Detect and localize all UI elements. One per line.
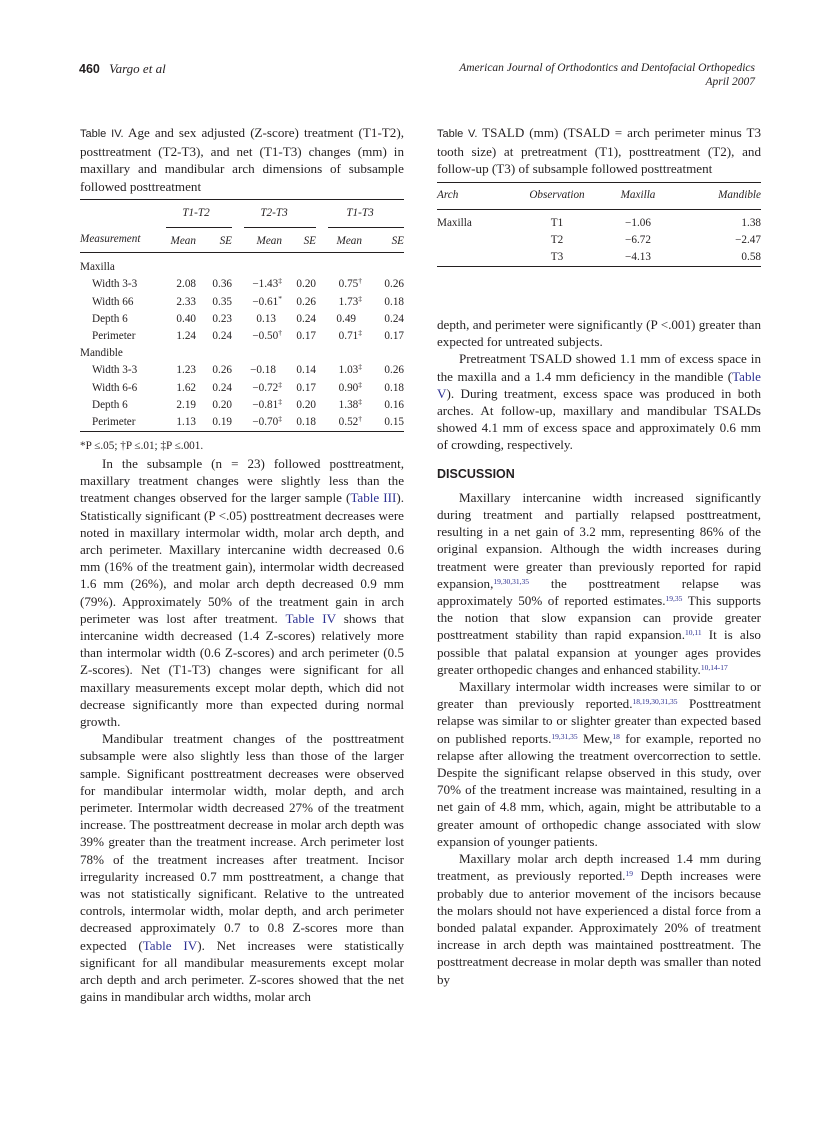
paragraph: Maxillary intermolar width increases were similar to or greater than previously reported.$^{18,19,30,31,35}$ Posttreatment relapse was similar to or slighter greater than expected based on published reports.$^{19,31,35}$ Mew,$^{18}$ for example, reported no relapse after allowing the treatment overcorrection to settle. Despite the significant relapse observed in this study, over 70% of the treatment increase was maintained, resulting in a net gain of 4.8 mm, which, again, might be attributable to a greater amount of orthopedic change associated with slow expansion of younger patients. bbox=[437, 679, 761, 849]
citation-link[interactable]: 18,19,30,31,35 bbox=[632, 697, 678, 707]
citation-link[interactable]: 10,11 bbox=[685, 628, 702, 638]
paragraph: Maxillary intercanine width increased significantly during treatment and partially relapsed posttreatment, resulting in a net gain of 3.2 mm, representing 86% of the original expansion. Although the width increases during treatment were greater than previously reported for rapid expansion,$^{19,30,31,35}$ the posttreatment relapse was approximately 50% of reported estimates.$^{19,35}$ This supports the notion that slow expansion can provide greater posttreatment stability than rapid expansion.$^{10,11}$ It is also possible that palatal expansion at younger ages provides greater orthopedic changes and enhanced stability.$^{10,14-17}$ bbox=[437, 489, 762, 677]
table-row: T3 −4.13 0.58 bbox=[550, 251, 761, 264]
col-header-arch: Arch bbox=[437, 188, 459, 201]
running-header-right bbox=[459, 61, 755, 89]
table4-group-header: T1-T3 bbox=[316, 205, 404, 231]
col-header-observation: Observation bbox=[529, 188, 585, 201]
table-row: Width 3-3 2.08 0.36 −1.43‡ 0.20 0.75† 0.26 bbox=[92, 276, 404, 291]
left-body-text bbox=[80, 455, 404, 1006]
citation-link[interactable]: 19 bbox=[625, 869, 633, 879]
table5-label: Table V. bbox=[437, 128, 478, 140]
page-number: 460 bbox=[79, 62, 100, 76]
paragraph: Pretreatment TSALD showed 1.1 mm of excess space in the maxilla and a 1.4 mm deficiency in the mandible (Table V). During treatment, excess space was produced in both arches. At follow-up, maxillary and mandibular TSALDs showed 4.1 mm of excess space and approximately 0.6 mm of crowding, respectively. bbox=[437, 351, 761, 453]
table-row: Width 6-6 1.62 0.24 −0.72‡ 0.17 0.90‡ 0.18 bbox=[92, 379, 404, 394]
table4-footnote: *P ≤.05; †P ≤.01; ‡P ≤.001. bbox=[80, 440, 204, 453]
section-heading-discussion: DISCUSSION bbox=[437, 466, 515, 481]
paragraph: Maxillary molar arch depth increased 1.4 mm during treatment, as previously reported.$^{19}$ Depth increases were probably due to anterior movement of the incisors because the molars should not have experienced a distal force from a bonded palatal expander. Approximately 20% of treatment increase in arch depth was maintained posttreatment. The posttreatment decrease in molar depth was smaller than noted by bbox=[437, 851, 761, 987]
col-header-maxilla: Maxilla bbox=[620, 188, 656, 201]
left-column bbox=[80, 124, 404, 455]
citation-link[interactable]: 19,31,35 bbox=[551, 731, 578, 741]
table5 bbox=[437, 182, 761, 269]
col-header-se: SE bbox=[391, 235, 404, 248]
issue-date: April 2007 bbox=[705, 76, 755, 88]
table4-caption bbox=[80, 124, 404, 195]
table-link[interactable]: Table IV bbox=[142, 937, 198, 953]
right-body-text bbox=[437, 316, 761, 988]
col-header-se: SE bbox=[303, 235, 316, 248]
col-header-mandible: Mandible bbox=[718, 188, 761, 201]
right-column bbox=[437, 124, 761, 268]
journal-title: American Journal of Orthodontics and Dentofacial Orthopedics bbox=[459, 62, 755, 74]
col-header-mean: Mean bbox=[336, 235, 362, 248]
table-link[interactable]: Table V bbox=[437, 368, 761, 401]
col-header-mean: Mean bbox=[170, 235, 196, 248]
col-header-se: SE bbox=[219, 235, 232, 248]
citation-link[interactable]: 18 bbox=[612, 731, 620, 741]
citation-link[interactable]: 19,30,31,35 bbox=[493, 576, 529, 586]
table-link[interactable]: Table IV bbox=[285, 610, 336, 626]
running-header-left bbox=[79, 61, 166, 77]
table4-group-header: T2-T3 bbox=[232, 205, 316, 231]
table4-label: Table IV. bbox=[80, 128, 124, 140]
table-link[interactable]: Table III bbox=[350, 490, 397, 506]
paragraph: Mandibular treatment changes of the posttreatment subsample were also slightly less than those of the larger sample. Significant posttreatment decreases were observed for mandibular intermolar width, molar depth, and arch perimeter. Intermolar width decreased 27% of the treatment increase. The posttreatment decrease in molar arch depth was 39% greater than the treatment increase. Arch perimeter lost 78% of the treatment increases after treatment. Incisor irregularity increased 0.7 mm posttreatment, a change that was not statistically significant. Relative to the untreated controls, intermolar width, molar depth, and arch perimeter decreased approximately 0.7 to 0.8 Z-scores more than expected (Table IV). Net increases were statistically significant for all mandibular measurements except molar arch depth and arch perimeter. Z-scores showed that the net gains in mandibular arch widths, molar arch bbox=[80, 731, 404, 1005]
section-label-maxilla: Maxilla bbox=[80, 261, 115, 274]
table5-caption-text: TSALD (mm) (TSALD = arch perimeter minus T3 tooth size) at pretreatment (T1), posttreatment (T2), and follow-up (T3) of subsample followed posttreatment bbox=[437, 125, 761, 177]
table-row: Depth 6 2.19 0.20 −0.81‡ 0.20 1.38‡ 0.16 bbox=[92, 396, 404, 411]
table-row: Width 3-3 1.23 0.26 −0.18 0.14 1.03‡ 0.26 bbox=[92, 362, 404, 377]
col-header-measurement: Measurement bbox=[80, 233, 141, 246]
table4 bbox=[80, 199, 404, 433]
table-row: Perimeter 1.13 0.19 −0.70‡ 0.18 0.52† 0.15 bbox=[92, 414, 404, 429]
table-row: Depth 6 0.40 0.23 0.13 0.24 0.49 0.24 bbox=[92, 312, 404, 325]
table4-group-header: T1-T2 bbox=[160, 205, 232, 231]
citation-link[interactable]: 19,35 bbox=[665, 594, 683, 604]
col-header-mean: Mean bbox=[256, 235, 282, 248]
table-row: T2 −6.72 −2.47 bbox=[550, 234, 761, 247]
table-row: Maxilla T1 −1.06 1.38 bbox=[437, 216, 761, 229]
table-row: Perimeter 1.24 0.24 −0.50† 0.17 0.71‡ 0.17 bbox=[92, 328, 404, 343]
citation-link[interactable]: 10,14-17 bbox=[700, 662, 728, 672]
section-label-mandible: Mandible bbox=[80, 347, 123, 360]
running-authors: Vargo et al bbox=[109, 61, 166, 76]
table4-caption-text: Age and sex adjusted (Z-score) treatment (T1-T2), posttreatment (T2-T3), and net (T1-T3) changes (mm) in maxillary and mandibular arch dimensions of subsample followed posttreatment bbox=[80, 125, 404, 194]
table-row: Width 66 2.33 0.35 −0.61* 0.26 1.73‡ 0.18 bbox=[92, 293, 404, 308]
paragraph: In the subsample (n = 23) followed posttreatment, maxillary treatment changes were slightly less than the treatment changes observed for the larger sample (Table III). Statistically significant (P <.05) posttreatment decreases were noted in maxillary intermolar width, molar arch depth, and arch perimeter. Maxillary intercanine width decreased 0.6 mm (16% of the treatment gain), intermolar width decreased 1.6 mm (26%), and molar arch depth decreased 0.9 mm (79%). Approximately 50% of the treatment gain in arch perimeter was lost after treatment. Table IV shows that intercanine width decreased (1.4 Z-scores) relatively more than intermolar width (0.6 Z-scores) and arch perimeter (0.5 Z-scores). Net (T1-T3) changes were significant for all maxillary measurements except molar depth, which did not decrease significantly more than expected during normal growth. bbox=[80, 456, 405, 730]
table5-caption bbox=[437, 124, 761, 178]
paragraph: depth, and perimeter were significantly (P <.001) greater than expected for untreated subjects. bbox=[437, 317, 761, 350]
